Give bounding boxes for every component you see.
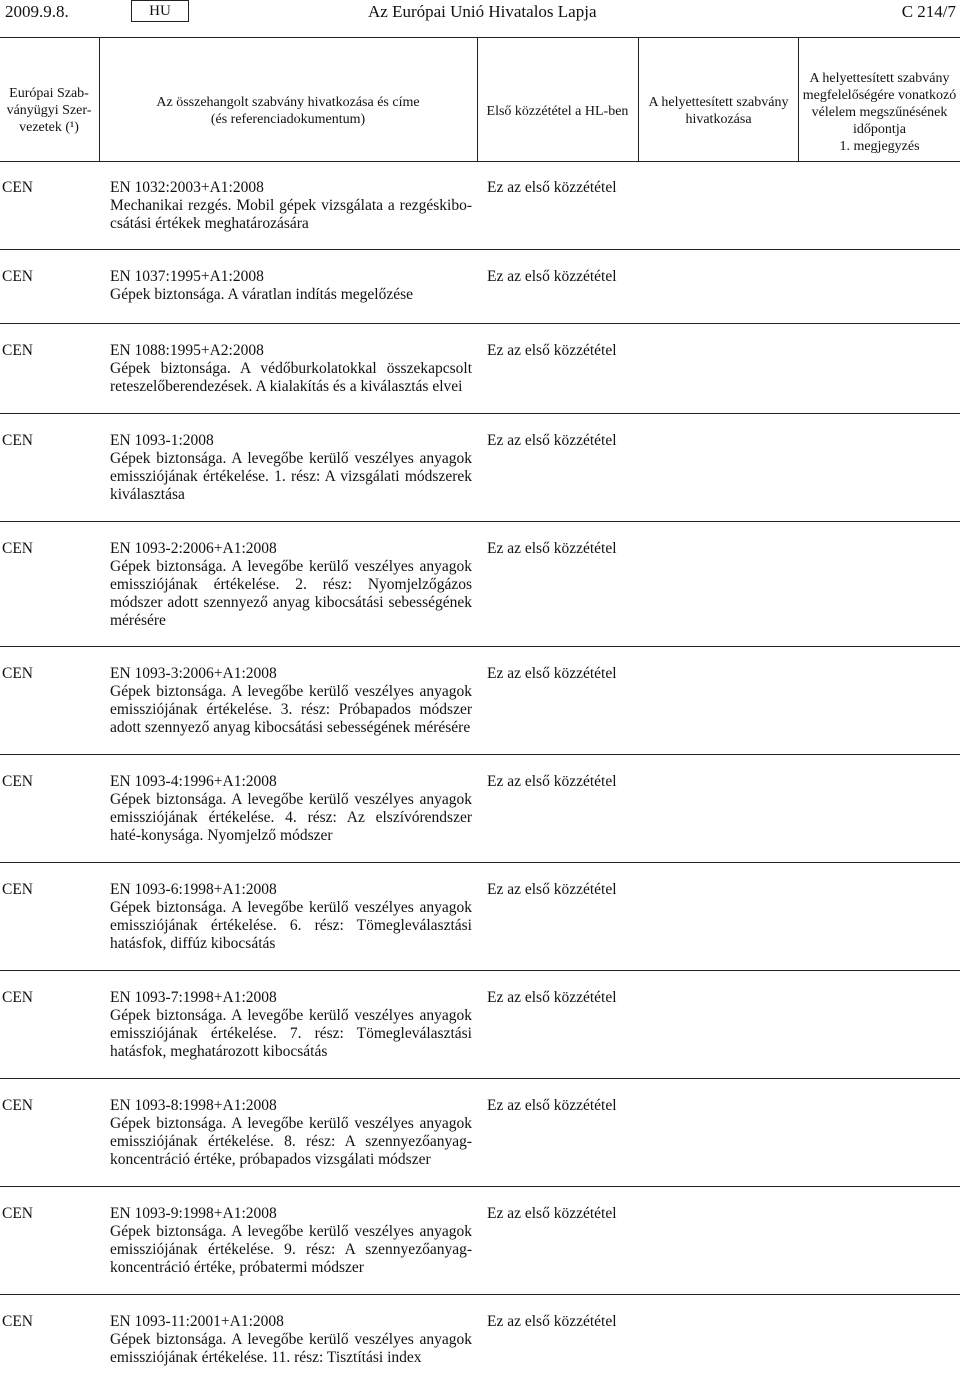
column-header-line: megfelelőségére vonatkozó (802, 88, 957, 103)
standard-code: EN 1093-4:1996+A1:2008 (110, 773, 277, 790)
column-header-first-publication (478, 103, 637, 120)
standard-reference-cell (110, 989, 472, 1061)
row-separator (0, 646, 960, 647)
column-header-line: A helyettesített szabvány (648, 95, 789, 110)
publication-date: 2009.9.8. (5, 2, 69, 21)
row-separator (0, 1186, 960, 1187)
column-header-line: ványügyi Szer- (6, 103, 92, 118)
organisation-cell: CEN (2, 432, 33, 449)
column-header-line: 1. megjegyzés (839, 139, 920, 154)
standard-title: Gépek biztonsága. A levegőbe kerülő veszélyes anyagok emissziójának értékelése. 7. rész: Tömegleválasztási hatásfok, meghatározott kibocsátás (110, 1007, 472, 1060)
first-publication-cell: Ez az első közzététel (487, 665, 617, 682)
standard-code: EN 1093-7:1998+A1:2008 (110, 989, 277, 1006)
column-header-org (0, 85, 98, 136)
column-header-line: hivatkozása (685, 112, 752, 127)
column-header-line: időpontja (853, 122, 906, 137)
standard-title: Gépek biztonsága. A levegőbe kerülő veszélyes anyagok emissziójának értékelése. 3. rész: Próbapados módszer adott szennyező anyag kibocsátási sebességének mérésére (110, 683, 472, 736)
organisation-cell: CEN (2, 989, 33, 1006)
standard-reference-cell (110, 179, 472, 233)
organisation-cell: CEN (2, 342, 33, 359)
column-divider (477, 37, 478, 161)
header-top-rule (0, 37, 960, 38)
row-separator (0, 754, 960, 755)
column-header-cessation-date (799, 70, 960, 155)
header-bottom-rule (0, 161, 960, 162)
first-publication-cell: Ez az első közzététel (487, 989, 617, 1006)
journal-title: Az Európai Unió Hivatalos Lapja (368, 2, 597, 21)
first-publication-cell: Ez az első közzététel (487, 540, 617, 557)
column-header-line: Az összehangolt szabvány hivatkozása és címe (156, 95, 420, 110)
row-separator (0, 323, 960, 324)
standard-code: EN 1093-11:2001+A1:2008 (110, 1313, 284, 1330)
row-separator (0, 1078, 960, 1079)
standard-code: EN 1037:1995+A1:2008 (110, 268, 264, 285)
first-publication-cell: Ez az első közzététel (487, 179, 617, 196)
standard-code: EN 1093-3:2006+A1:2008 (110, 665, 277, 682)
column-header-line: Európai Szab- (9, 86, 89, 101)
row-separator (0, 1294, 960, 1295)
standard-title: Gépek biztonsága. A levegőbe kerülő veszélyes anyagok emissziójának értékelése. 6. rész: Tömegleválasztási hatásfok, diffúz kibocsátás (110, 899, 472, 952)
first-publication-cell: Ez az első közzététel (487, 1313, 617, 1330)
standard-code: EN 1088:1995+A2:2008 (110, 342, 264, 359)
row-separator (0, 413, 960, 414)
organisation-cell: CEN (2, 268, 33, 285)
standard-reference-cell (110, 1097, 472, 1169)
organisation-cell: CEN (2, 1313, 33, 1330)
column-header-line: vezetek (¹) (19, 120, 79, 135)
organisation-cell: CEN (2, 665, 33, 682)
language-badge: HU (131, 0, 189, 22)
first-publication-cell: Ez az első közzététel (487, 773, 617, 790)
first-publication-cell: Ez az első közzététel (487, 268, 617, 285)
row-separator (0, 521, 960, 522)
column-header-line: (és referenciadokumentum) (210, 112, 366, 127)
standard-title: Gépek biztonsága. A levegőbe kerülő veszélyes anyagok emissziójának értékelése. 4. rész: Az elszívórendszer haté-konysága. Nyomjelző módszer (110, 791, 472, 844)
standard-reference-cell (110, 268, 472, 304)
row-separator (0, 249, 960, 250)
standard-title: Gépek biztonsága. A levegőbe kerülő veszélyes anyagok emissziójának értékelése. 11. rész: Tisztítási index (110, 1331, 472, 1366)
first-publication-cell: Ez az első közzététel (487, 432, 617, 449)
organisation-cell: CEN (2, 540, 33, 557)
organisation-cell: CEN (2, 773, 33, 790)
standard-reference-cell (110, 773, 472, 845)
organisation-cell: CEN (2, 881, 33, 898)
organisation-cell: CEN (2, 1097, 33, 1114)
column-header-replaced-standard (639, 94, 798, 128)
standard-reference-cell (110, 665, 472, 737)
standard-code: EN 1093-6:1998+A1:2008 (110, 881, 277, 898)
column-header-reference (100, 94, 476, 128)
standard-code: EN 1032:2003+A1:2008 (110, 179, 264, 196)
standard-reference-cell (110, 342, 472, 396)
standard-title: Gépek biztonsága. A levegőbe kerülő veszélyes anyagok emissziójának értékelése. 2. rész: Nyomjelzőgázos módszer adott szennyező anyag kibocsátási sebességének mérésére (110, 558, 472, 629)
standard-title: Gépek biztonsága. A váratlan indítás megelőzése (110, 286, 414, 303)
first-publication-cell: Ez az első közzététel (487, 1205, 617, 1222)
page-number: C 214/7 (901, 2, 956, 21)
first-publication-cell: Ez az első közzététel (487, 1097, 617, 1114)
standard-code: EN 1093-2:2006+A1:2008 (110, 540, 277, 557)
standard-reference-cell (110, 881, 472, 953)
standard-reference-cell (110, 432, 472, 504)
standard-title: Gépek biztonsága. A levegőbe kerülő veszélyes anyagok emissziójának értékelése. 8. rész: A szennyezőanyag-koncentráció értéke, próbapados vizsgálati módszer (110, 1115, 472, 1168)
standard-reference-cell (110, 540, 472, 630)
standard-code: EN 1093-8:1998+A1:2008 (110, 1097, 277, 1114)
row-separator (0, 970, 960, 971)
first-publication-cell: Ez az első közzététel (487, 342, 617, 359)
column-header-line: A helyettesített szabvány (809, 71, 950, 86)
standard-title: Mechanikai rezgés. Mobil gépek vizsgálata a rezgéskibo-csátási értékek meghatározására (110, 197, 472, 232)
column-header-line: vélelem megszűnésének (811, 105, 948, 120)
standard-title: Gépek biztonsága. A védőburkolatokkal összekapcsolt reteszelőberendezések. A kialakítás és a kiválasztás elvei (110, 360, 472, 395)
standard-code: EN 1093-9:1998+A1:2008 (110, 1205, 277, 1222)
row-separator (0, 862, 960, 863)
standard-title: Gépek biztonsága. A levegőbe kerülő veszélyes anyagok emissziójának értékelése. 9. rész: A szennyezőanyag-koncentráció értéke, próbatermi módszer (110, 1223, 472, 1276)
first-publication-cell: Ez az első közzététel (487, 881, 617, 898)
standard-reference-cell (110, 1313, 472, 1367)
organisation-cell: CEN (2, 1205, 33, 1222)
standard-code: EN 1093-1:2008 (110, 432, 214, 449)
standard-reference-cell (110, 1205, 472, 1277)
standard-title: Gépek biztonsága. A levegőbe kerülő veszélyes anyagok emissziójának értékelése. 1. rész: A vizsgálati módszerek kiválasztása (110, 450, 472, 503)
organisation-cell: CEN (2, 179, 33, 196)
page-header (0, 0, 960, 28)
column-header-line: Első közzététel a HL-ben (486, 104, 629, 119)
